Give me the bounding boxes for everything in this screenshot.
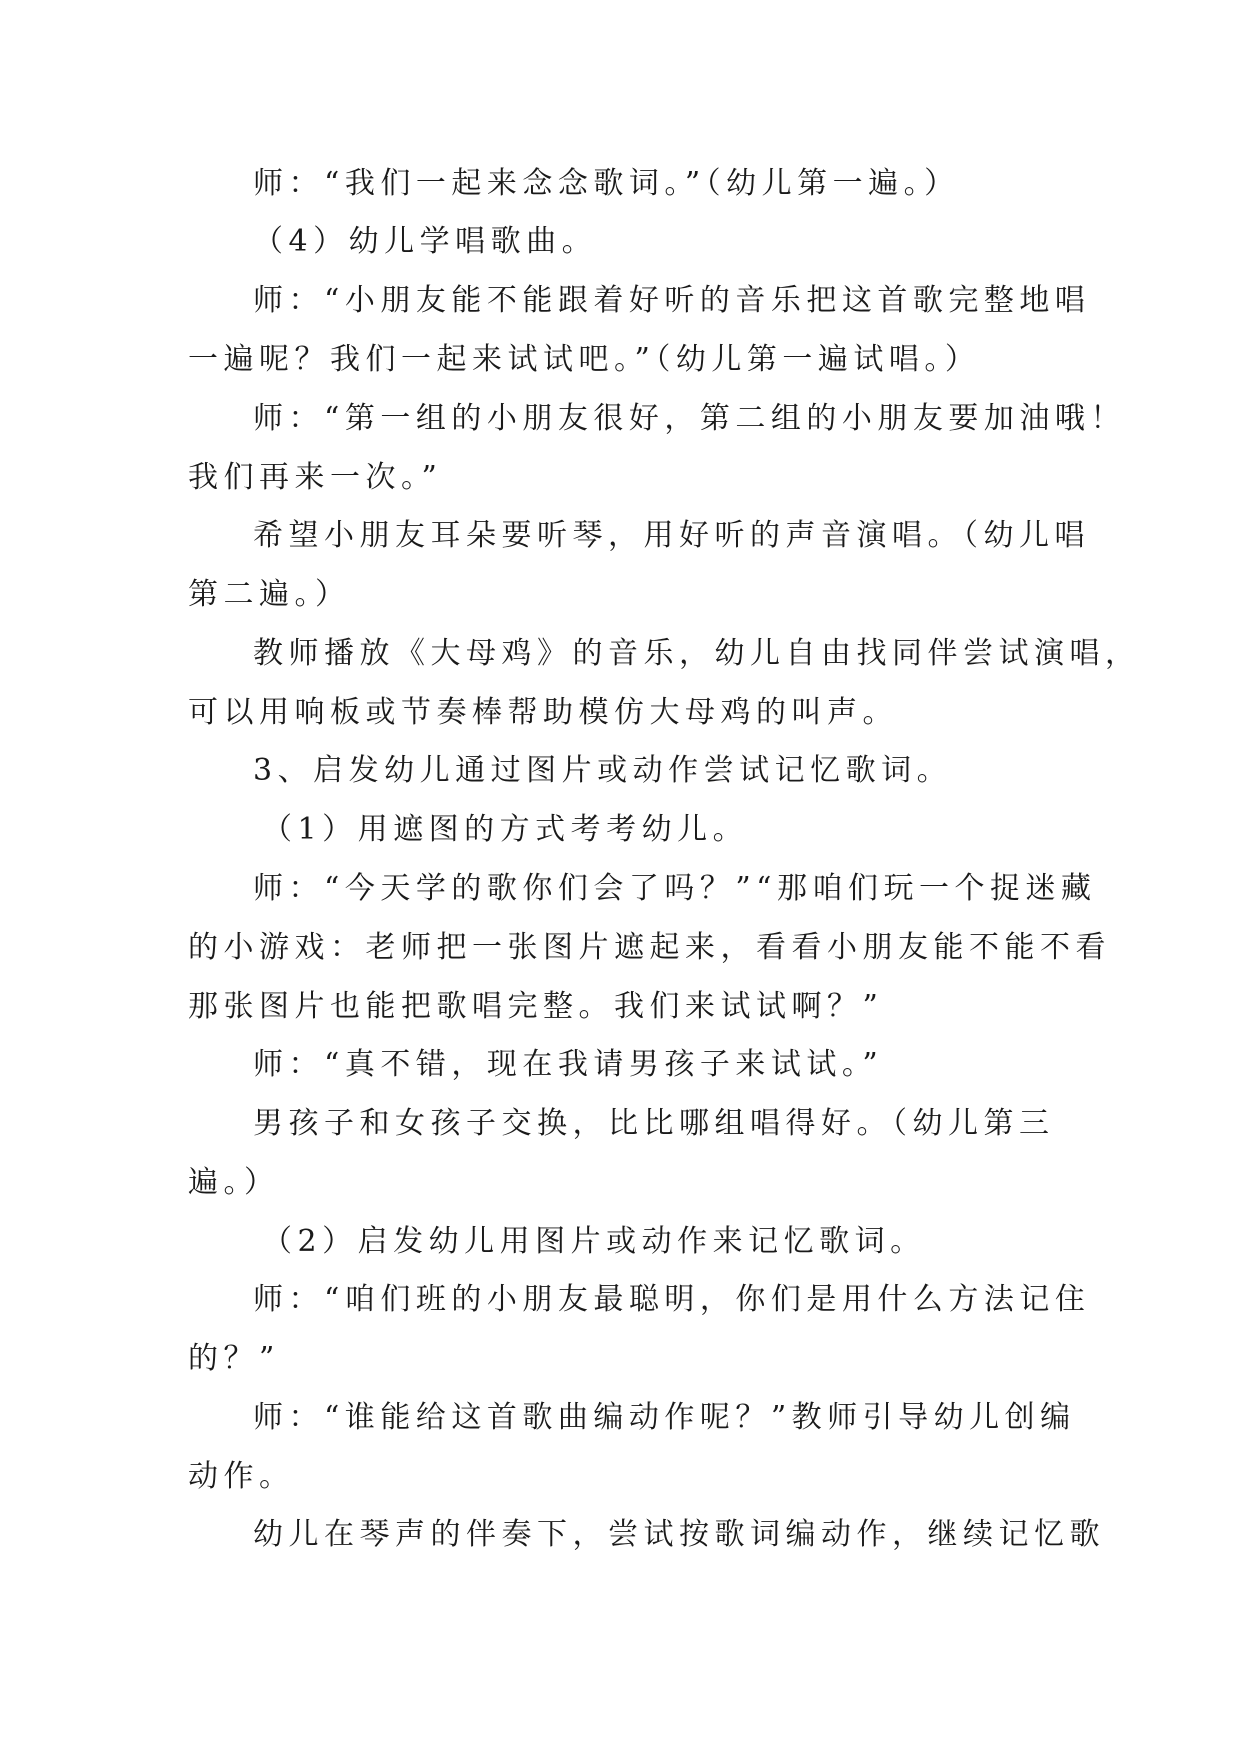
- text-line: 师：“真不错，现在我请男孩子来试试。”: [253, 1047, 884, 1082]
- text-line: 师：“今天学的歌你们会了吗？”“那咱们玩一个捉迷藏: [253, 871, 1097, 906]
- text-line: 一遍呢？我们一起来试试吧。”（幼儿第一遍试唱。）: [188, 342, 981, 377]
- text-line: 师：“谁能给这首歌曲编动作呢？”教师引导幼儿创编: [253, 1400, 1076, 1435]
- text-line: （1）用遮图的方式考考幼儿。: [262, 812, 749, 847]
- text-line: 师：“第一组的小朋友很好，第二组的小朋友要加油哦！: [253, 401, 1126, 436]
- text-line: 教师播放《大母鸡》的音乐，幼儿自由找同伴尝试演唱，: [253, 636, 1141, 671]
- text-line: 我们再来一次。”: [188, 460, 443, 495]
- text-line: 遍。）: [188, 1165, 280, 1200]
- text-line: 的？”: [188, 1341, 280, 1376]
- text-line: 的小游戏：老师把一张图片遮起来，看看小朋友能不能不看: [188, 930, 1111, 965]
- text-line: 师：“咱们班的小朋友最聪明，你们是用什么方法记住: [253, 1282, 1091, 1317]
- text-line: 师：“我们一起来念念歌词。”（幼儿第一遍。）: [253, 166, 960, 201]
- text-line: 3、启发幼儿通过图片或动作尝试记忆歌词。: [253, 753, 953, 788]
- text-line: 可以用响板或节奏棒帮助模仿大母鸡的叫声。: [188, 695, 898, 730]
- text-line: 师：“小朋友能不能跟着好听的音乐把这首歌完整地唱: [253, 283, 1091, 318]
- text-line: 男孩子和女孩子交换，比比哪组唱得好。（幼儿第三: [253, 1106, 1055, 1141]
- text-line: （4）幼儿学唱歌曲。: [253, 224, 598, 259]
- text-line: 第二遍。）: [188, 577, 351, 612]
- text-line: 动作。: [188, 1459, 295, 1494]
- text-line: 那张图片也能把歌唱完整。我们来试试啊？”: [188, 989, 884, 1024]
- text-line: 幼儿在琴声的伴奏下，尝试按歌词编动作，继续记忆歌: [253, 1517, 1105, 1552]
- text-line: （2）启发幼儿用图片或动作来记忆歌词。: [262, 1224, 926, 1259]
- text-line: 希望小朋友耳朵要听琴，用好听的声音演唱。（幼儿唱: [253, 518, 1090, 553]
